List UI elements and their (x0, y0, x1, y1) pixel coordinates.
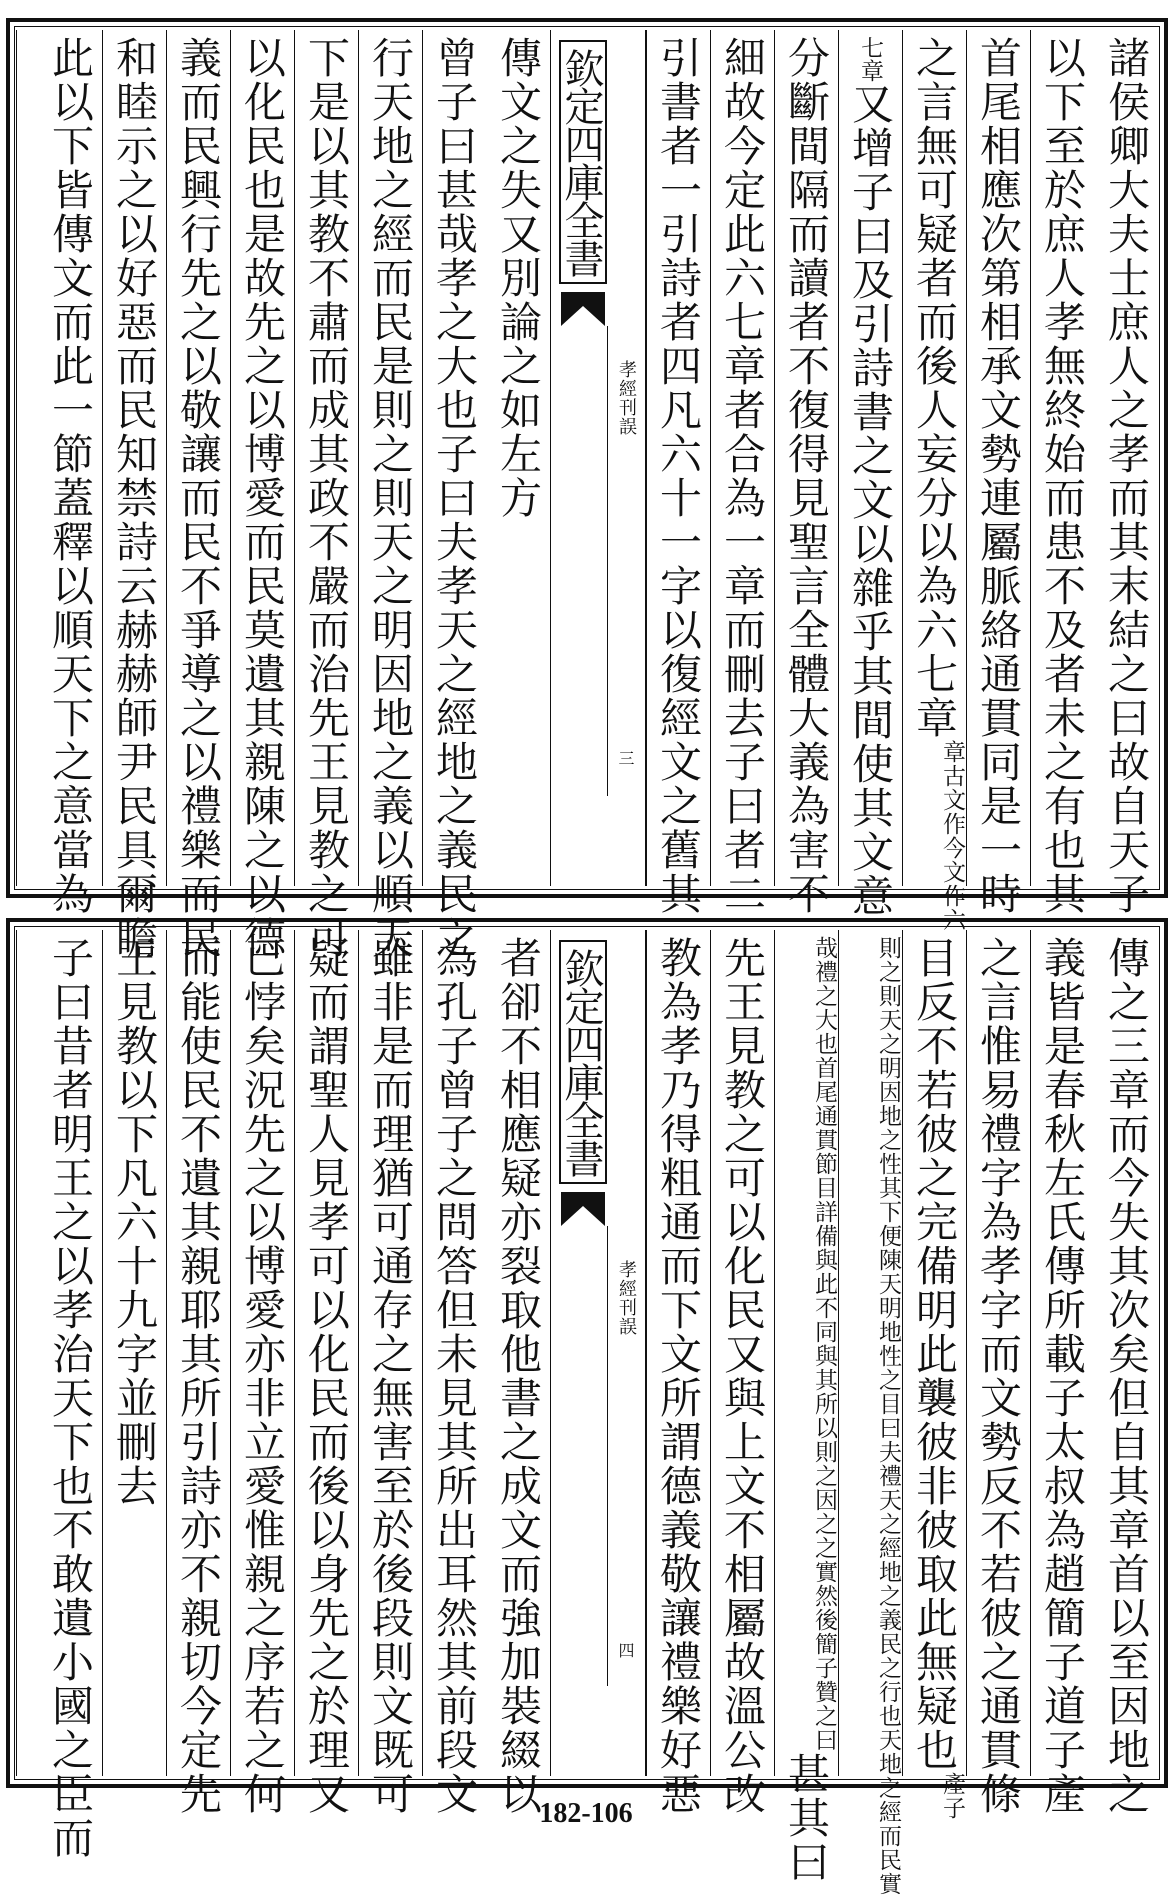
note-line: 產 (939, 1772, 965, 1796)
column-text: 子曰昔者明王之以孝治天下也不敢遺小國之臣而 (46, 936, 95, 1860)
text-column (486, 30, 550, 886)
column-text: 雖非是而理猶可通存之無害至於後段則文既可 (366, 936, 415, 1816)
text-column (230, 30, 294, 960)
column-text: 分斷間隔而讀者不復得見聖言全體大義為害不 (782, 36, 831, 916)
text-column (1094, 930, 1158, 1816)
top-page (6, 18, 1168, 960)
column-text: 首尾相應次第相承文勢連屬脈絡通貫同是一時 (974, 36, 1023, 916)
text-column (294, 930, 358, 1816)
interlinear-note (810, 936, 838, 1752)
column-text: 而能使民不遺其親耶其所引詩亦不親切今定先 (174, 936, 223, 1816)
text-column (1094, 30, 1158, 916)
center-title: 欽定四庫全書 (559, 40, 607, 284)
column-text: 細故今定此六七章者合為一章而刪去子曰者二 (718, 36, 767, 916)
center-fold (550, 930, 646, 1776)
column-text: 目反不若彼之完備明此襲彼非彼取此無疑也 (910, 936, 959, 1772)
text-column (422, 930, 486, 1816)
column-text: 諸侯卿大夫士庶人之孝而其末結之曰故自天子 (1102, 36, 1151, 916)
column-text: 義皆是春秋左氏傳所載子太叔為趙簡子道子產 (1038, 936, 1087, 1816)
text-column (774, 30, 838, 916)
text-column (966, 930, 1030, 1816)
text-column (902, 930, 966, 1820)
book-title: 孝經刊誤 (616, 1260, 637, 1336)
note-line: 子 (939, 1796, 965, 1820)
text-column (16, 930, 102, 1860)
text-column (16, 30, 102, 916)
center-fold (550, 30, 646, 886)
text-column (838, 30, 902, 918)
text-column (230, 930, 294, 1816)
column-text: 義而民興行先之以敬讓而民不爭導之以禮樂而民 (174, 36, 223, 960)
note-line: 曰夫禮天之經地之義民之行也天地之經而民實 (875, 1416, 901, 1896)
column-text: 教為孝乃得粗通而下文所謂德義敬讓禮樂好惡 (654, 936, 703, 1816)
text-column (102, 30, 166, 960)
column-text: 甚其曰 (782, 1752, 831, 1884)
text-column (1030, 30, 1094, 916)
text-column (1030, 930, 1094, 1816)
column-text: 之言惟易禮字為孝字而文勢反不若彼之通貫條 (974, 936, 1023, 1816)
text-column (486, 930, 550, 1816)
column-text: 引書者一引詩者四凡六十一字以復經文之舊其 (654, 36, 703, 916)
note-line: 與其所以則之因之之實然後簡子贊之曰 (811, 1344, 837, 1752)
note-line: 章古文作 (939, 740, 965, 836)
text-column (166, 30, 230, 960)
column-text: 疑而謂聖人見孝可以化民而後以身先之於理又 (302, 936, 351, 1816)
center-rule (607, 1226, 608, 1686)
column-text: 下是以其教不肅而成其政不嚴而治先王見教之可 (302, 36, 351, 960)
column-text: 以下至於庶人孝無終始而患不及者未之有也其 (1038, 36, 1087, 916)
center-title: 欽定四庫全書 (559, 940, 607, 1184)
page-number: 三 (616, 750, 635, 766)
column-text: 先王見教之可以化民又與上文不相屬故溫公改 (718, 936, 767, 1816)
text-column (294, 30, 358, 960)
column-text: 又增子曰及引詩書之文以雜乎其間使其文意 (846, 82, 895, 918)
column-text: 傳文之失又別論之如左方 (494, 36, 543, 520)
column-text: 已悖矣況先之以博愛亦非立愛惟親之序若之何 (238, 936, 287, 1816)
text-column (966, 30, 1030, 916)
interlinear-note (874, 936, 902, 1896)
column-text: 行天地之經而民是則之則天之明因地之義以順天 (366, 36, 415, 960)
page-label: 182-106 (539, 1798, 633, 1829)
column-text: 之言無可疑者而後人妄分以為六七章 (910, 36, 959, 740)
text-column (838, 930, 902, 1896)
text-column (422, 30, 486, 960)
column-text: 王見教以下凡六十九字並刪去 (110, 936, 159, 1508)
column-text: 以化民也是故先之以博愛而民莫遺其親陳之以德 (238, 36, 287, 960)
note-line: 則之則天之明因地之性其下便陳天明地性之目 (875, 936, 901, 1416)
book-title: 孝經刊誤 (616, 360, 637, 436)
column-text: 曾子曰甚哉孝之大也子曰夫孝天之經地之義民之 (430, 36, 479, 960)
column-text: 傳之三章而今失其次矣但自其章首以至因地之 (1102, 936, 1151, 1816)
text-column (102, 930, 166, 1776)
note-line: 今文作六 (939, 836, 965, 932)
text-column (710, 30, 774, 916)
text-column (166, 930, 230, 1816)
interlinear-note (938, 740, 966, 932)
column-text: 和睦示之以好惡而民知禁詩云赫赫師尹民具爾瞻 (110, 36, 159, 960)
fish-tail-icon (561, 292, 605, 326)
column-text: 為孔子曾子之問答但未見其所出耳然其前段文 (430, 936, 479, 1816)
text-column (646, 30, 710, 916)
page-number: 四 (616, 1642, 635, 1658)
text-column (774, 930, 838, 1884)
center-rule (607, 326, 608, 796)
column-text: 此以下皆傳文而此一節蓋釋以順天下之意當為 (46, 36, 95, 916)
interlinear-note: 七章 (857, 36, 883, 82)
column-text: 者卻不相應疑亦裂取他書之成文而強加裝綴以 (494, 936, 543, 1816)
text-column (646, 930, 710, 1816)
fish-tail-icon (561, 1192, 605, 1226)
text-column (710, 930, 774, 1816)
text-column (358, 30, 422, 960)
text-column (358, 930, 422, 1816)
text-column (902, 30, 966, 932)
note-line: 哉禮之大也首尾通貫節目詳備與此不同 (811, 936, 837, 1344)
